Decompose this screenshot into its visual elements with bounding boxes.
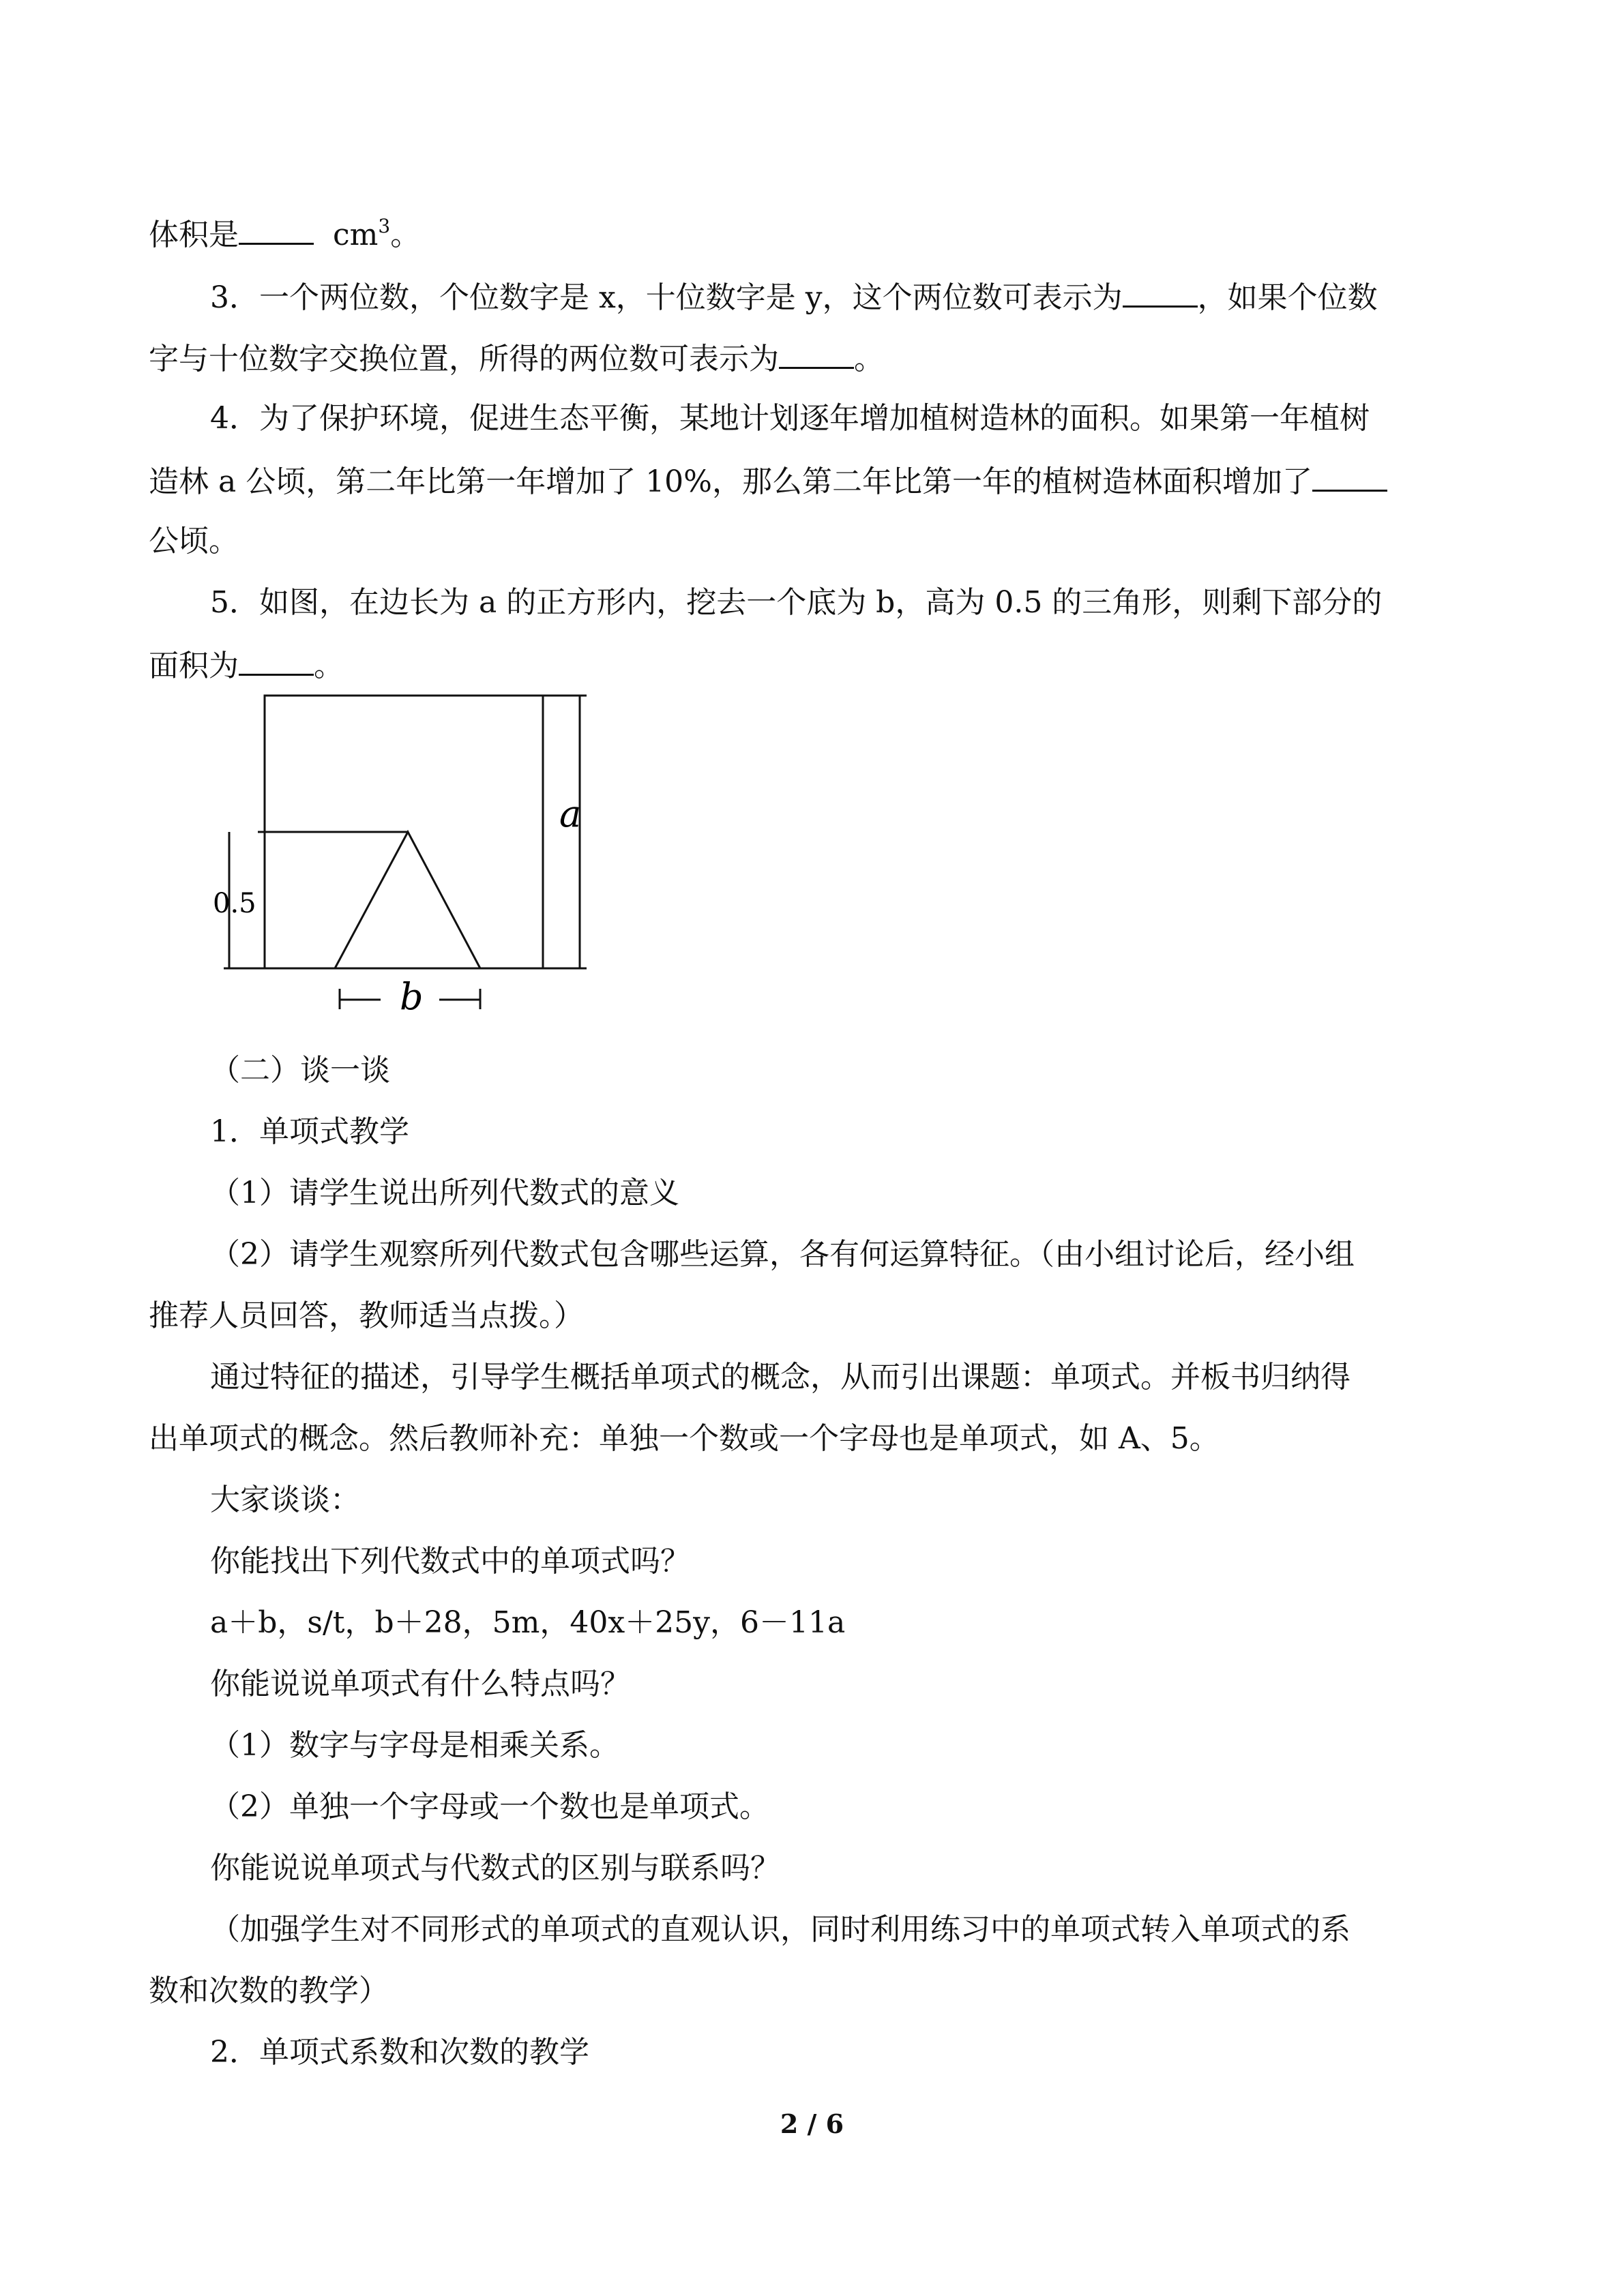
text-segment: 字与十位数字交换位置，所得的两位数可表示为 bbox=[149, 342, 779, 376]
text-line: （加强学生对不同形式的单项式的直观认识，同时利用练习中的单项式转入单项式的系 bbox=[210, 1912, 1350, 1947]
text-line: （1）请学生说出所列代数式的意义 bbox=[210, 1176, 679, 1210]
text-line: 你能说说单项式与代数式的区别与联系吗？ bbox=[210, 1851, 780, 1885]
text-line: 4．为了保护环境，促进生态平衡，某地计划逐年增加植树造林的面积。如果第一年植树 bbox=[210, 401, 1370, 436]
superscript: 3 bbox=[378, 215, 391, 237]
text-segment: ，如果个位数 bbox=[1197, 280, 1378, 315]
answer-blank bbox=[779, 337, 854, 369]
text-segment: 造林 a 公顷，第二年比第一年增加了 10%，那么第二年比第一年的植树造林面积增加了 bbox=[149, 464, 1312, 499]
answer-blank bbox=[239, 644, 314, 676]
text-line: 2．单项式系数和次数的教学 bbox=[210, 2035, 589, 2070]
text-line: 你能说说单项式有什么特点吗？ bbox=[210, 1667, 630, 1701]
label-height: 0.5 bbox=[213, 888, 256, 919]
text-line: 数和次数的教学） bbox=[149, 1973, 389, 2008]
text-line: 大家谈谈： bbox=[210, 1482, 360, 1517]
text-line bbox=[149, 644, 344, 687]
section-heading: （二）谈一谈 bbox=[210, 1053, 390, 1088]
text-line: 1．单项式教学 bbox=[210, 1114, 409, 1149]
text-line: 出单项式的概念。然后教师补充：单独一个数或一个字母也是单项式，如 A、5。 bbox=[149, 1421, 1220, 1456]
text-line bbox=[149, 213, 420, 259]
text-line bbox=[149, 460, 1387, 503]
label-a: a bbox=[559, 792, 582, 835]
text-line bbox=[149, 337, 884, 380]
text-line: 公顷。 bbox=[149, 524, 239, 558]
text-segment: 3．一个两位数，个位数字是 x，十位数字是 y，这个两位数可表示为 bbox=[210, 280, 1123, 315]
unit-text: cm bbox=[332, 218, 379, 252]
text-segment: 。 bbox=[854, 342, 884, 376]
label-b: b bbox=[400, 975, 424, 1018]
square-triangle-figure bbox=[210, 682, 592, 1023]
page-number: 2 / 6 bbox=[780, 2108, 844, 2139]
text-line: （1）数字与字母是相乘关系。 bbox=[210, 1728, 619, 1763]
answer-blank bbox=[1312, 460, 1387, 492]
answer-blank bbox=[1123, 275, 1198, 308]
text-line: （2）单独一个字母或一个数也是单项式。 bbox=[210, 1789, 769, 1824]
text-line bbox=[210, 275, 1378, 318]
text-segment: 。 bbox=[390, 218, 421, 252]
text-segment: 面积为 bbox=[149, 648, 239, 683]
text-segment: 体积是 bbox=[149, 218, 239, 252]
text-line: 推荐人员回答，教师适当点拨。） bbox=[149, 1298, 584, 1333]
text-line: 通过特征的描述，引导学生概括单项式的概念，从而引出课题：单项式。并板书归纳得 bbox=[210, 1360, 1350, 1395]
text-line: 你能找出下列代数式中的单项式吗？ bbox=[210, 1544, 690, 1579]
text-line: （2）请学生观察所列代数式包含哪些运算，各有何运算特征。（由小组讨论后，经小组 bbox=[210, 1237, 1355, 1272]
expression-list: a＋b，s/t，b＋28，5m，40x＋25y，6－11a bbox=[210, 1605, 846, 1640]
text-segment: 。 bbox=[314, 648, 344, 683]
triangle-outline bbox=[335, 832, 480, 968]
text-line: 5．如图，在边长为 a 的正方形内，挖去一个底为 b，高为 0.5 的三角形，则剩下部分的 bbox=[210, 585, 1383, 620]
answer-blank bbox=[239, 213, 314, 245]
